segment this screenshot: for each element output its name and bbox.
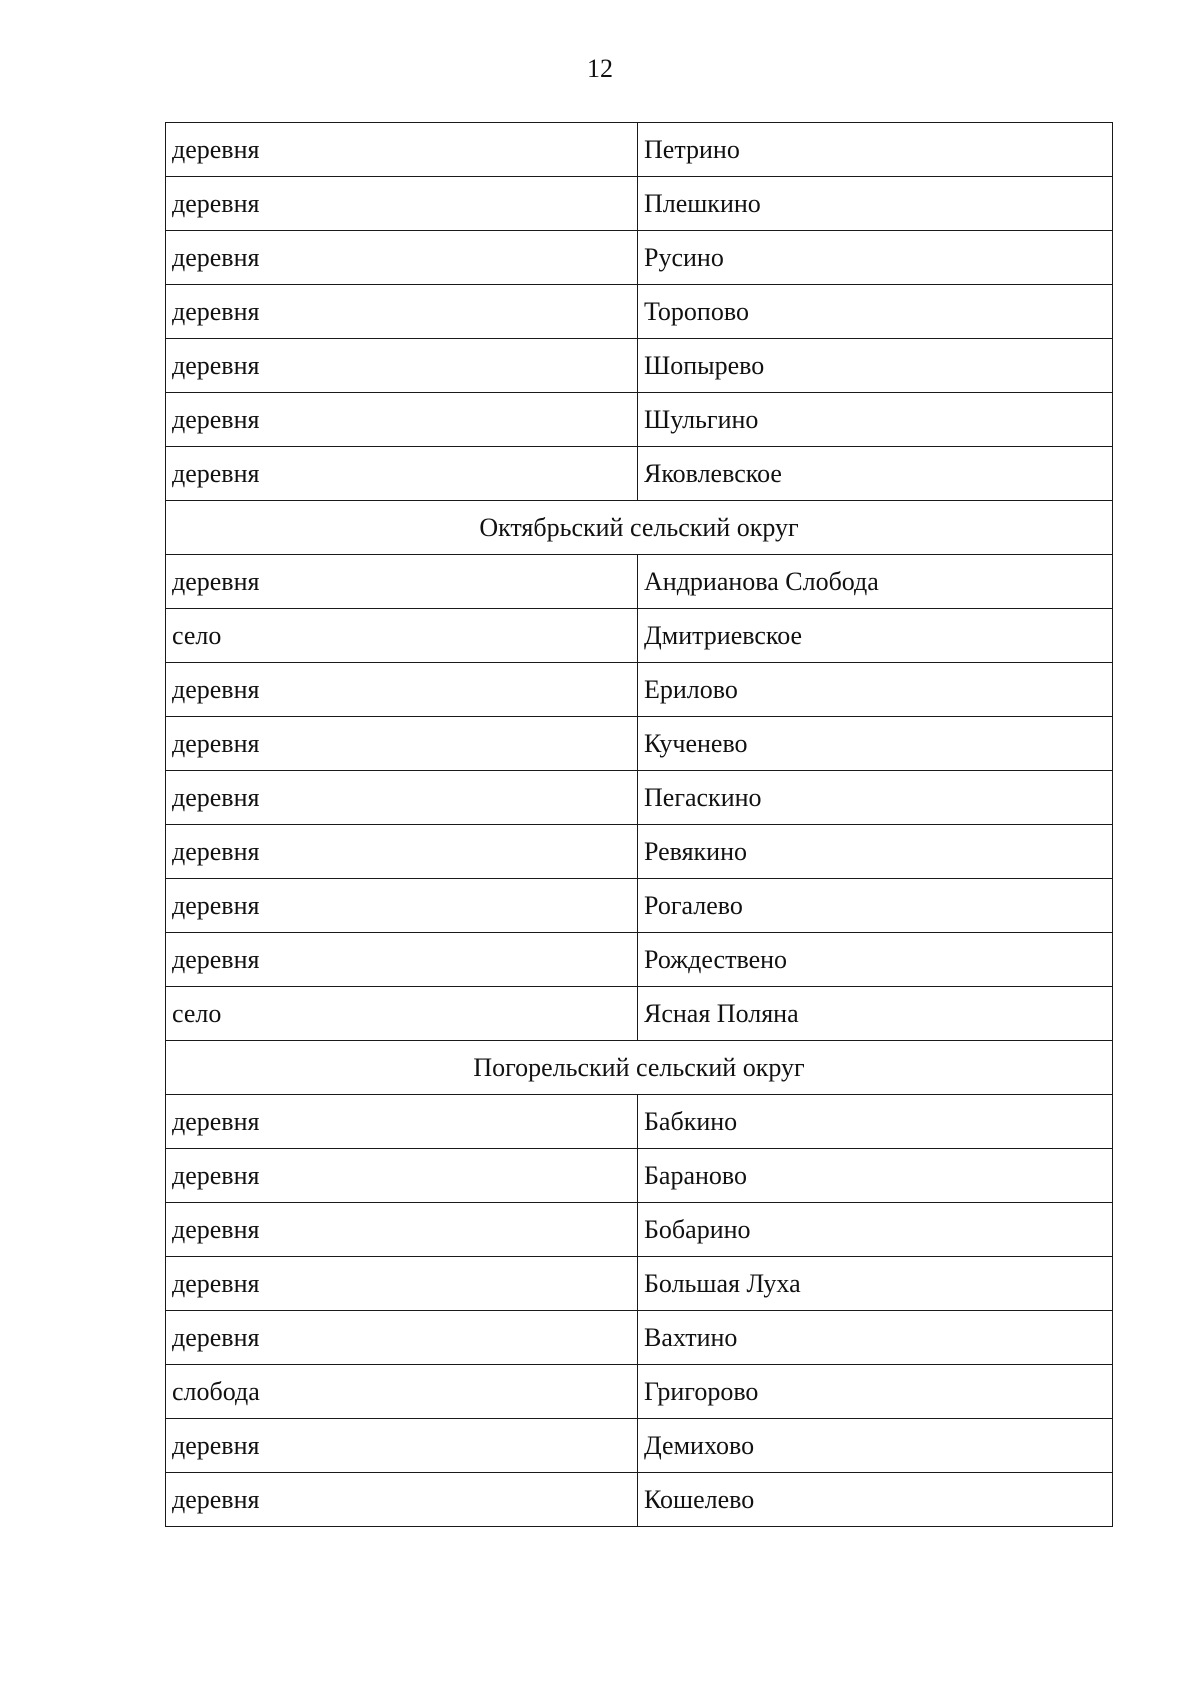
table-row [166,1095,1113,1149]
settlement-name-cell: Ревякино [638,825,1113,879]
table-row [166,393,1113,447]
table-row [166,933,1113,987]
table-row [166,177,1113,231]
settlement-type-cell: деревня [166,177,638,231]
table-row [166,339,1113,393]
settlement-name-cell: Кученево [638,717,1113,771]
table-row [166,1473,1113,1527]
settlement-type-cell: деревня [166,663,638,717]
table-row [166,771,1113,825]
settlement-name-cell: Рогалево [638,879,1113,933]
settlement-name-cell: Бараново [638,1149,1113,1203]
settlement-type-cell: деревня [166,1419,638,1473]
settlement-type-cell: деревня [166,717,638,771]
settlement-name-cell: Пегаскино [638,771,1113,825]
settlement-type-cell: деревня [166,555,638,609]
table-row [166,1257,1113,1311]
settlement-type-cell: деревня [166,771,638,825]
table-row [166,1149,1113,1203]
settlement-name-cell: Бабкино [638,1095,1113,1149]
table-row [166,717,1113,771]
settlement-name-cell: Яковлевское [638,447,1113,501]
table-row [166,447,1113,501]
table-row [166,609,1113,663]
settlement-type-cell: деревня [166,393,638,447]
settlement-name-cell: Русино [638,231,1113,285]
district-header-row [166,501,1113,555]
settlement-type-cell: деревня [166,1149,638,1203]
settlement-name-cell: Большая Луха [638,1257,1113,1311]
district-title: Погорельский сельский округ [166,1041,1113,1095]
table-row [166,879,1113,933]
table-row [166,231,1113,285]
settlement-name-cell: Шульгино [638,393,1113,447]
table-row [166,663,1113,717]
settlement-type-cell: деревня [166,1257,638,1311]
settlement-name-cell: Плешкино [638,177,1113,231]
settlement-type-cell: деревня [166,879,638,933]
table-row [166,1365,1113,1419]
settlement-type-cell: деревня [166,825,638,879]
settlements-table-body [166,123,1113,1527]
settlements-table [165,122,1113,1527]
settlement-type-cell: деревня [166,1095,638,1149]
settlement-type-cell: деревня [166,123,638,177]
settlement-type-cell: село [166,609,638,663]
table-row [166,555,1113,609]
settlement-name-cell: Григорово [638,1365,1113,1419]
table-row [166,285,1113,339]
table-row [166,1311,1113,1365]
table-row [166,123,1113,177]
settlement-name-cell: Вахтино [638,1311,1113,1365]
settlement-name-cell: Дмитриевское [638,609,1113,663]
settlement-name-cell: Рождествено [638,933,1113,987]
settlement-name-cell: Андрианова Слобода [638,555,1113,609]
settlement-type-cell: деревня [166,285,638,339]
table-row [166,1419,1113,1473]
settlement-name-cell: Ясная Поляна [638,987,1113,1041]
settlement-type-cell: деревня [166,339,638,393]
settlement-type-cell: слобода [166,1365,638,1419]
settlement-name-cell: Кошелево [638,1473,1113,1527]
settlement-type-cell: деревня [166,1203,638,1257]
settlement-name-cell: Бобарино [638,1203,1113,1257]
table-row [166,1203,1113,1257]
settlement-type-cell: село [166,987,638,1041]
settlement-type-cell: деревня [166,447,638,501]
settlement-type-cell: деревня [166,933,638,987]
settlement-type-cell: деревня [166,231,638,285]
settlement-name-cell: Ерилово [638,663,1113,717]
settlement-name-cell: Петрино [638,123,1113,177]
settlement-type-cell: деревня [166,1311,638,1365]
settlement-name-cell: Торопово [638,285,1113,339]
settlement-name-cell: Демихово [638,1419,1113,1473]
table-row [166,987,1113,1041]
settlement-type-cell: деревня [166,1473,638,1527]
district-header-row [166,1041,1113,1095]
page-number: 12 [587,54,613,83]
settlement-name-cell: Шопырево [638,339,1113,393]
district-title: Октябрьский сельский округ [166,501,1113,555]
table-row [166,825,1113,879]
